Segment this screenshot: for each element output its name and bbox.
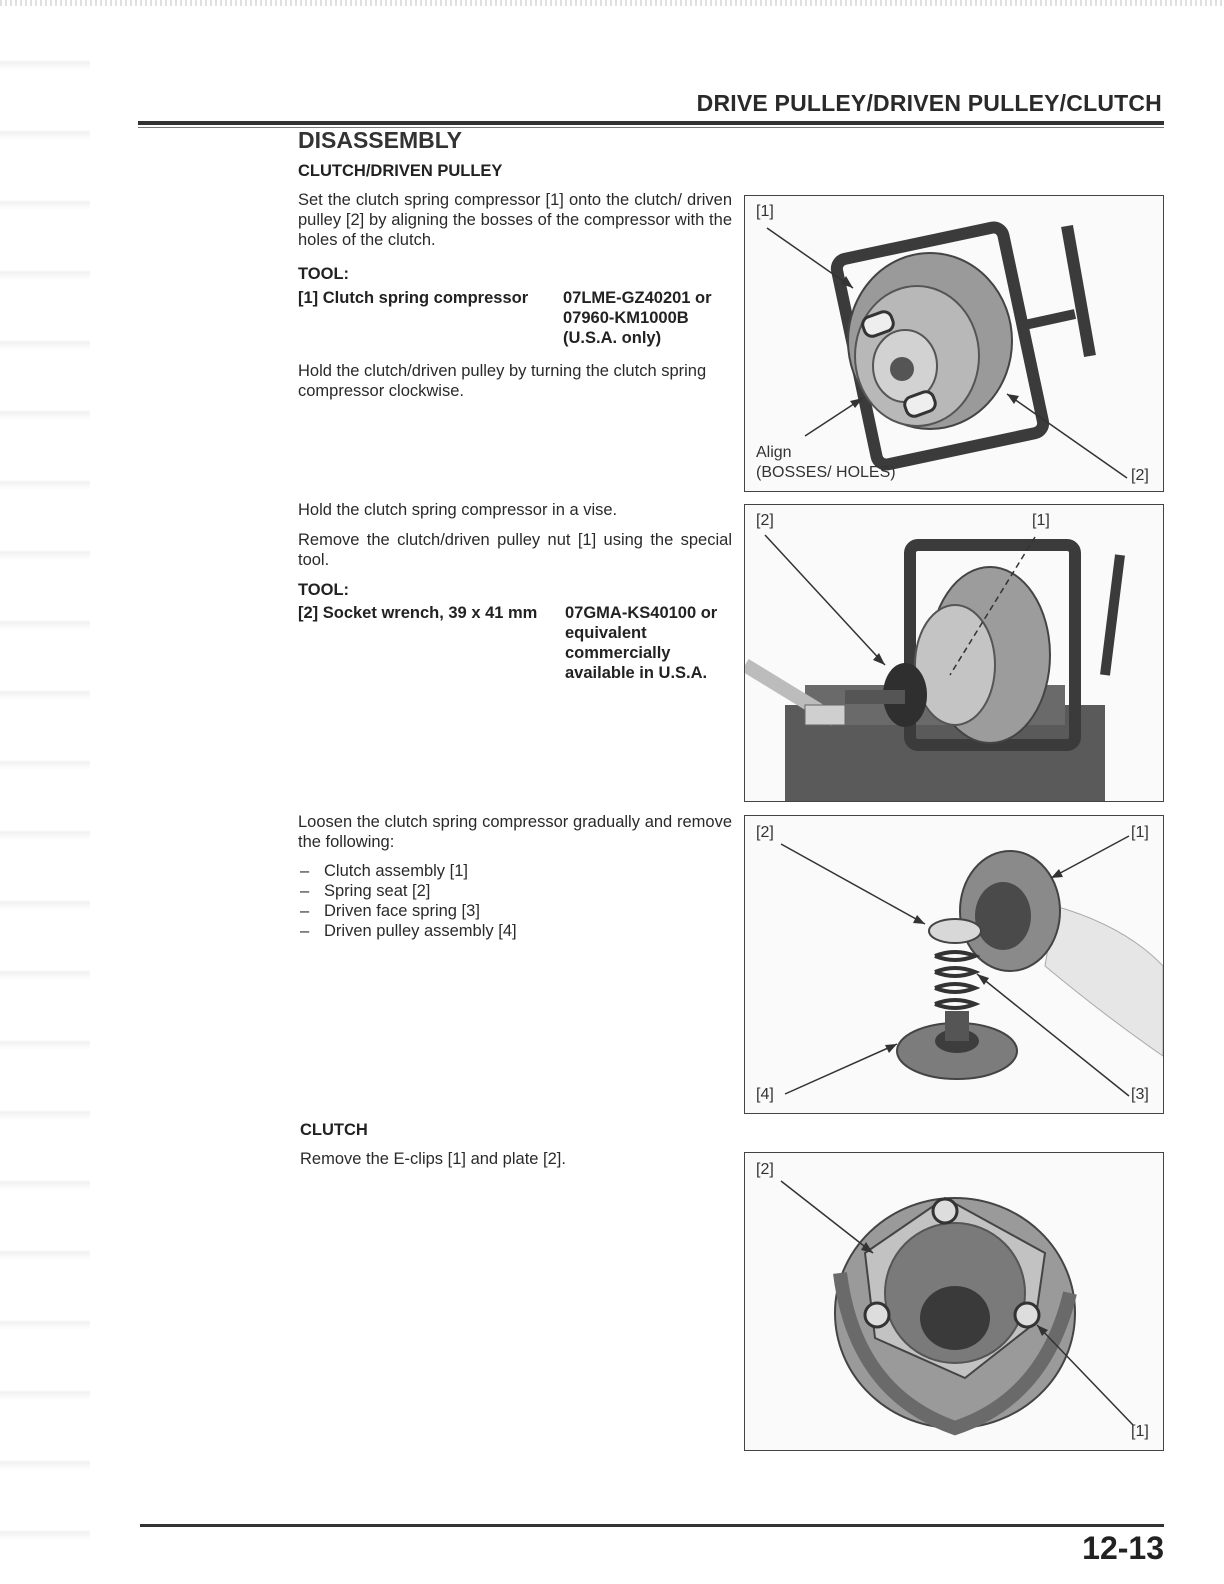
tool-number-1-line3: (U.S.A. only) (563, 329, 662, 347)
header-rule (138, 121, 1164, 125)
instruction-turn-compressor: Hold the clutch/driven pulley by turning the clutch spring compressor clockwise. (298, 362, 707, 400)
page-header-title: DRIVE PULLEY/DRIVEN PULLEY/CLUTCH (696, 90, 1162, 116)
figure1-align-sub: (BOSSES/ HOLES) (756, 464, 896, 481)
tool-number-2-line4: available in U.S.A. (565, 664, 708, 682)
figure4-callout-2: [2] (756, 1161, 774, 1178)
figure-vise-socket-wrench (744, 504, 1164, 802)
vise-illustration (745, 505, 1163, 801)
figure1-align-label: Align (756, 444, 792, 461)
instruction-hold-vise: Hold the clutch spring compressor in a vise. (298, 501, 618, 519)
instruction-remove-nut: Remove the clutch/driven pulley nut [1] using the special tool. (298, 531, 732, 569)
figure3-callout-2: [2] (756, 824, 774, 841)
list-item: – Driven face spring [3] (300, 902, 480, 920)
tool-row-1 (298, 288, 738, 350)
exploded-parts-illustration (745, 816, 1163, 1113)
tool-name-2: [2] Socket wrench, 39 x 41 mm (298, 604, 538, 622)
scan-artifact-top (0, 0, 1224, 6)
clutch-illustration (745, 1153, 1163, 1450)
instruction-loosen-compressor: Loosen the clutch spring compressor gradually and remove the following: (298, 813, 732, 851)
figure-compressor-alignment (744, 195, 1164, 492)
compressor-illustration (745, 196, 1163, 491)
figure2-callout-2: [2] (756, 512, 774, 529)
page-number: 12-13 (1082, 1530, 1164, 1566)
tool-name-1: [1] Clutch spring compressor (298, 289, 529, 307)
instruction-set-compressor: Set the clutch spring compressor [1] onto the clutch/ driven pulley [2] by aligning the bosses of the compressor with the holes of the clutch. (298, 191, 732, 249)
tool-number-2-line1: 07GMA-KS40100 or (565, 604, 718, 622)
tool-label-1: TOOL: (298, 265, 350, 283)
list-item: – Spring seat [2] (300, 882, 431, 900)
removal-list (298, 861, 732, 941)
figure3-callout-4: [4] (756, 1086, 774, 1103)
figure4-callout-1: [1] (1131, 1423, 1149, 1440)
instruction-remove-eclips: Remove the E-clips [1] and plate [2]. (300, 1150, 566, 1168)
footer-rule (140, 1524, 1164, 1527)
figure3-callout-3: [3] (1131, 1086, 1149, 1103)
figure2-callout-1: [1] (1032, 512, 1050, 529)
tool-number-2-line3: commercially (565, 644, 671, 662)
list-item: – Driven pulley assembly [4] (300, 922, 517, 940)
tool-number-2-line2: equivalent (565, 624, 647, 642)
header-rule-thin (138, 127, 1164, 128)
subsection-heading-clutch: CLUTCH (300, 1121, 368, 1139)
figure1-callout-1: [1] (756, 203, 774, 220)
figure-clutch-eclips (744, 1152, 1164, 1451)
tool-number-1-line2: 07960-KM1000B (563, 309, 689, 327)
figure-exploded-parts (744, 815, 1164, 1114)
tool-number-1-line1: 07LME-GZ40201 or (563, 289, 712, 307)
section-title: DISASSEMBLY (298, 127, 463, 153)
list-item: – Clutch assembly [1] (300, 862, 468, 880)
figure1-callout-2: [2] (1131, 467, 1149, 484)
tool-row-2 (298, 603, 738, 685)
subsection-heading-clutch-driven-pulley: CLUTCH/DRIVEN PULLEY (298, 162, 503, 180)
scan-artifact-left (0, 0, 90, 1584)
figure3-callout-1: [1] (1131, 824, 1149, 841)
tool-label-2: TOOL: (298, 581, 350, 599)
